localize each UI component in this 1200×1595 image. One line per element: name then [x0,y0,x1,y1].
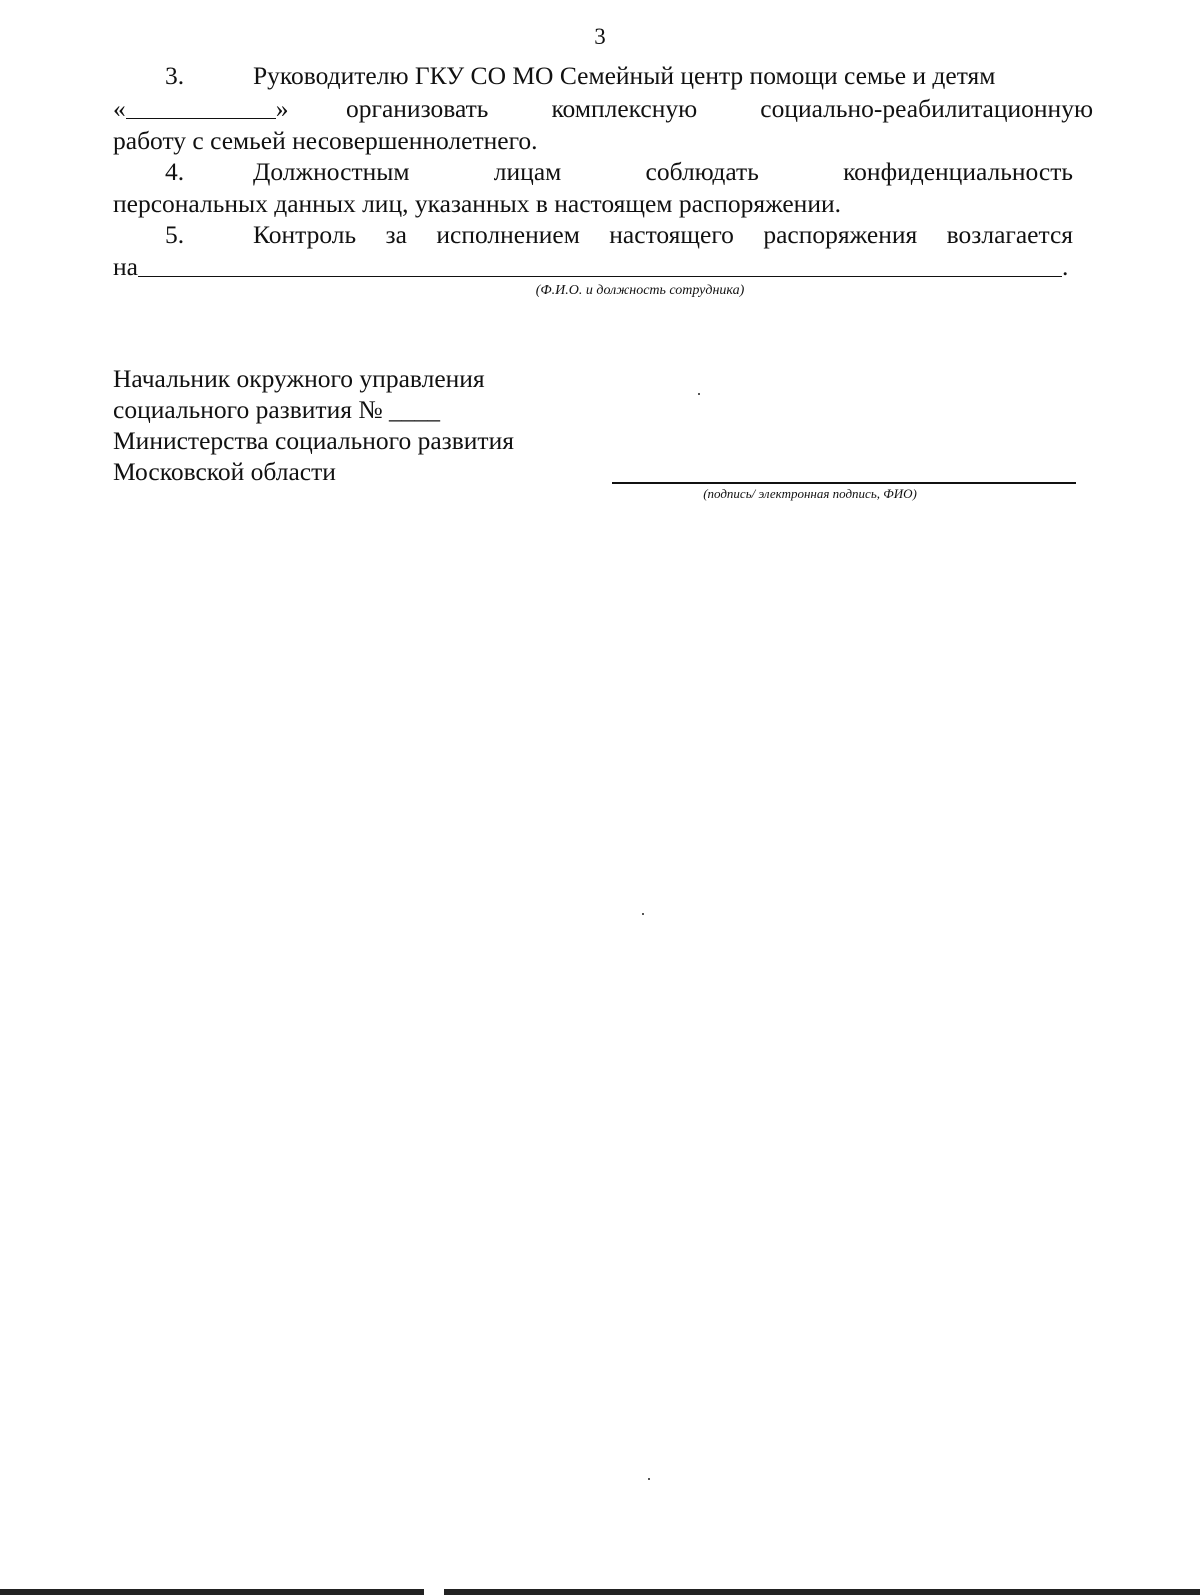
item-5-number: 5. [165,220,185,249]
scan-speck [648,1478,650,1480]
center-name-blank: « » [113,94,289,123]
signature-caption: (подпись/ электронная подпись, ФИО) [703,486,917,501]
signature-title-line-1: Начальник окружного управления [113,364,485,393]
item-5-line-2 [113,251,1093,283]
item-3-number: 3. [165,61,185,90]
item-3-line-2 [113,93,1093,125]
item-5-end: . [1061,252,1069,281]
item-3-text-2: организовать комплексную социально-реабилитационную [346,94,1093,123]
signature-title-line-2: социального развития № ____ [113,395,441,424]
item-5-line-1 [113,219,1093,251]
item-3-text-1: Руководителю ГКУ СО МО Семейный центр помощи семье и детям [253,61,996,90]
item-3-line-1 [113,60,1093,92]
scan-bottom-gap [424,1589,444,1595]
item-5-prefix: на [113,252,138,281]
scan-speck [642,913,644,915]
responsible-person-underline [138,252,1062,277]
item-5-text-1: Контроль за исполнением настоящего распоряжения возлагается [253,220,1073,249]
scan-bottom-edge [0,1589,1200,1595]
signature-line [612,482,1076,484]
center-name-underline [126,94,276,119]
item-4-line-1 [113,156,1093,188]
signature-title-line-3: Министерства социального развития [113,426,514,455]
item-4-line-2: персональных данных лиц, указанных в настоящем распоряжении. [113,189,841,218]
item-3-line-3: работу с семьей несовершеннолетнего. [113,126,538,155]
item-4-number: 4. [165,157,185,186]
signature-title-line-4: Московской области [113,457,336,486]
page-number: 3 [594,24,606,49]
scan-speck [698,393,700,395]
department-number-blank: ____ [389,395,441,424]
responsible-person-caption: (Ф.И.О. и должность сотрудника) [535,283,745,298]
item-4-text-1: Должностным лицам соблюдать конфиденциальность [253,157,1073,186]
